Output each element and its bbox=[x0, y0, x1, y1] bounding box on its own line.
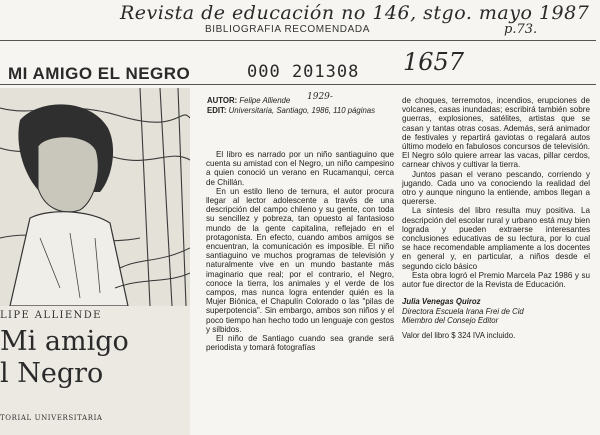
meta-edition-value: Universitaria, Santiago, 1986, 110 páginas bbox=[228, 105, 376, 115]
book-price: Valor del libro $ 324 IVA incluido. bbox=[402, 331, 516, 341]
article-column-middle bbox=[206, 150, 394, 352]
paragraph: Juntos pasan el verano pescando, corriendo y jugando. Cada uno va conociendo la realidad del otro y aunque ninguno la entiende, ambos llegan a quererse. bbox=[402, 169, 590, 207]
cover-illustration bbox=[0, 88, 190, 306]
cover-title-line-1: Mi amigo bbox=[0, 326, 129, 357]
reviewer-name: Julia Venegas Quiroz bbox=[402, 297, 481, 307]
meta-edition-label: EDIT: bbox=[207, 105, 227, 115]
article-column-right bbox=[402, 96, 590, 340]
paragraph: El niño de Santiago cuando sea grande será periodista y tomará fotografías bbox=[206, 334, 394, 353]
meta-author-value: Felipe Alliende bbox=[239, 96, 291, 105]
paragraph: Esta obra logró el Premio Marcela Paz 1986 y su autor fue director de la Revista de Educación. bbox=[402, 270, 590, 290]
cover-title-line-2: l Negro bbox=[0, 358, 104, 389]
reviewer-role: Directora Escuela Irana Frei de Cid bbox=[402, 306, 524, 316]
paragraph: En un estilo lleno de ternura, el autor procura llegar al lector adolescente a través de una descripción del campo chileno y su gente, con toda su sencillez y pobreza, tan opuesto al fantasioso mundo de la gente capitalina, reflejado en el protagonista. En efecto, cuando ambos amigos se encuentran, la comunicación es imposible. El niño santiaguino ve muchos programas de televisión y naturalmente vive en un mundo bastante más imaginario que real; por el contrario, el Negro, conoce la tierra, los animales y el verde de los campos, mas nunca logra entender quién es la Mujer Biónica, el Chapulín Colorado o las "pilas de superpotencia". Sin embargo, ambos son niños y el poco tiempo han hecho todo un lenguaje con gestos y silbidos. bbox=[206, 186, 394, 334]
article-title: MI AMIGO EL NEGRO bbox=[8, 64, 191, 83]
handwritten-page-number: p.73. bbox=[504, 22, 538, 37]
paragraph: El libro es narrado por un niño santiaguino que cuenta su amistad con el Negro, un niño campesino a quien conoció un verano en Rucamanqui, cerca de Chillán. bbox=[206, 150, 394, 187]
paragraph: de choques, terremotos, incendios, erupciones de volcanes, casas inundadas; escribirá también sobre guerras, explosiones, satélites, artistas que se casan y tantas otras cosas. Además, será animador de festivales y repartirá gaviotas o regalará autos último modelo en fabulosos concursos de televisión. El Negro sólo quiere arrear las vacas, pillar cerdos, carnear chivos y cultivar la tierra. bbox=[402, 96, 590, 170]
handwritten-year-note: 1929- bbox=[307, 92, 333, 102]
stamped-catalog-number: 000 201308 bbox=[247, 62, 360, 82]
section-header: BIBLIOGRAFIA RECOMENDADA bbox=[205, 24, 370, 35]
meta-edition bbox=[207, 106, 387, 116]
header-rule-bottom bbox=[0, 84, 596, 85]
reviewer-role-2: Miembro del Consejo Editor bbox=[402, 316, 499, 326]
cover-publisher: TORIAL UNIVERSITARIA bbox=[0, 414, 103, 422]
book-cover bbox=[0, 88, 190, 435]
meta-author-label: AUTOR: bbox=[207, 96, 238, 105]
book-metadata bbox=[207, 96, 387, 115]
cover-author: LIPE ALLIENDE bbox=[0, 310, 102, 321]
meta-author bbox=[207, 96, 387, 106]
header-rule-top bbox=[0, 40, 596, 41]
paragraph: La síntesis del libro resulta muy positiva. La descripción del escolar rural y urbano está muy bien lograda y pueden extraerse interesantes conclusiones educativas de su lectura, por lo cual se hace recomendable ampliamente a los docentes en general y, en particular, a niños desde el segundo ciclo básico bbox=[402, 206, 590, 271]
handwritten-citation: Revista de educación no 146, stgo. mayo 1987 bbox=[120, 2, 590, 24]
reviewer-signature bbox=[402, 297, 590, 326]
handwritten-record-number: 1657 bbox=[403, 48, 465, 76]
